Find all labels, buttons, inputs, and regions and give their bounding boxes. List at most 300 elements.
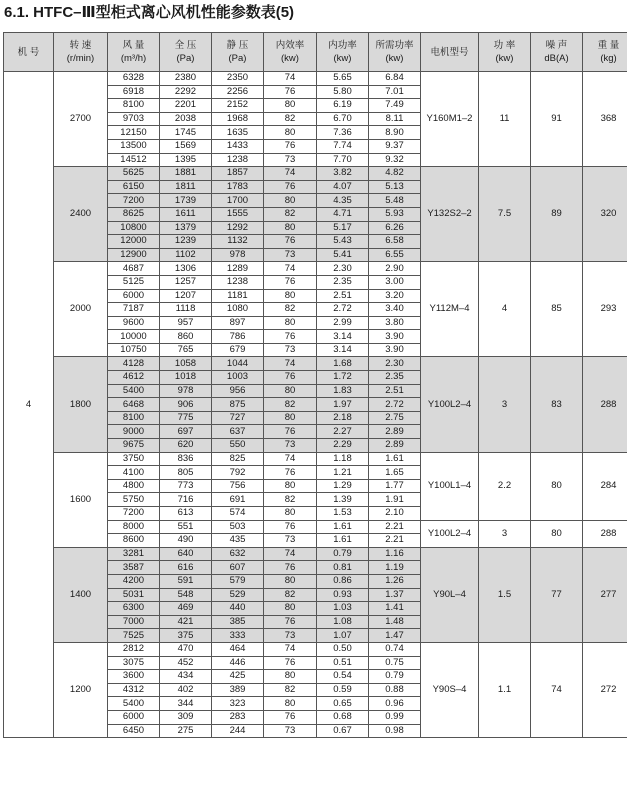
total-pressure-cell: 2380 [160, 72, 212, 86]
efficiency-cell: 76 [264, 520, 317, 534]
static-pressure-cell: 2152 [212, 99, 264, 113]
static-pressure-cell: 574 [212, 507, 264, 521]
column-header-unit: (kw) [385, 53, 404, 64]
airflow-cell: 9703 [108, 112, 160, 126]
static-pressure-cell: 579 [212, 574, 264, 588]
table-row [4, 452, 627, 466]
column-header-unit: (kw) [333, 53, 352, 64]
airflow-cell: 4800 [108, 479, 160, 493]
required-power-cell: 0.75 [369, 656, 421, 670]
noise-cell: 91 [531, 72, 583, 167]
airflow-cell: 8600 [108, 534, 160, 548]
efficiency-cell: 73 [264, 248, 317, 262]
column-header-label: 所需功率 [375, 40, 414, 51]
column-header [479, 33, 531, 72]
airflow-cell: 12900 [108, 248, 160, 262]
internal-power-cell: 4.35 [317, 194, 369, 208]
internal-power-cell: 2.51 [317, 289, 369, 303]
airflow-cell: 6150 [108, 180, 160, 194]
total-pressure-cell: 775 [160, 411, 212, 425]
required-power-cell: 1.77 [369, 479, 421, 493]
required-power-cell: 6.55 [369, 248, 421, 262]
static-pressure-cell: 283 [212, 710, 264, 724]
airflow-cell: 6468 [108, 398, 160, 412]
internal-power-cell: 7.36 [317, 126, 369, 140]
airflow-cell: 9600 [108, 316, 160, 330]
internal-power-cell: 0.81 [317, 561, 369, 575]
airflow-cell: 12000 [108, 235, 160, 249]
static-pressure-cell: 1132 [212, 235, 264, 249]
motor-power-cell: 7.5 [479, 167, 531, 262]
total-pressure-cell: 2038 [160, 112, 212, 126]
motor-power-cell: 11 [479, 72, 531, 167]
internal-power-cell: 0.50 [317, 642, 369, 656]
noise-cell: 89 [531, 167, 583, 262]
required-power-cell: 5.93 [369, 207, 421, 221]
column-header-label: 电机型号 [430, 46, 469, 58]
column-header [54, 33, 108, 72]
internal-power-cell: 0.65 [317, 697, 369, 711]
internal-power-cell: 2.35 [317, 275, 369, 289]
table-row [4, 642, 627, 656]
table-row [4, 72, 627, 86]
total-pressure-cell: 1058 [160, 357, 212, 371]
airflow-cell: 7200 [108, 507, 160, 521]
internal-power-cell: 1.07 [317, 629, 369, 643]
static-pressure-cell: 978 [212, 248, 264, 262]
static-pressure-cell: 385 [212, 615, 264, 629]
airflow-cell: 7200 [108, 194, 160, 208]
column-header-label: 机 号 [17, 46, 40, 58]
airflow-cell: 7000 [108, 615, 160, 629]
internal-power-cell: 1.61 [317, 534, 369, 548]
airflow-cell: 8000 [108, 520, 160, 534]
static-pressure-cell: 691 [212, 493, 264, 507]
efficiency-cell: 76 [264, 710, 317, 724]
column-header-label: 全 压 [174, 40, 197, 51]
airflow-cell: 4200 [108, 574, 160, 588]
internal-power-cell: 1.21 [317, 466, 369, 480]
static-pressure-cell: 440 [212, 602, 264, 616]
speed-cell: 1800 [54, 357, 108, 452]
static-pressure-cell: 756 [212, 479, 264, 493]
airflow-cell: 3075 [108, 656, 160, 670]
efficiency-cell: 74 [264, 72, 317, 86]
required-power-cell: 3.20 [369, 289, 421, 303]
static-pressure-cell: 956 [212, 384, 264, 398]
total-pressure-cell: 1257 [160, 275, 212, 289]
internal-power-cell: 3.14 [317, 330, 369, 344]
airflow-cell: 9000 [108, 425, 160, 439]
internal-power-cell: 6.19 [317, 99, 369, 113]
efficiency-cell: 76 [264, 656, 317, 670]
required-power-cell: 0.88 [369, 683, 421, 697]
internal-power-cell: 1.03 [317, 602, 369, 616]
airflow-cell: 13500 [108, 139, 160, 153]
airflow-cell: 6000 [108, 710, 160, 724]
required-power-cell: 1.65 [369, 466, 421, 480]
column-header-unit: (m³/h) [120, 53, 147, 64]
efficiency-cell: 74 [264, 547, 317, 561]
motor-model-cell: Y90S–4 [421, 642, 479, 737]
weight-cell: 272 [583, 642, 627, 737]
static-pressure-cell: 1238 [212, 275, 264, 289]
static-pressure-cell: 464 [212, 642, 264, 656]
efficiency-cell: 80 [264, 194, 317, 208]
column-header [531, 33, 583, 72]
static-pressure-cell: 1433 [212, 139, 264, 153]
total-pressure-cell: 1395 [160, 153, 212, 167]
motor-model-cell: Y90L–4 [421, 547, 479, 642]
airflow-cell: 3587 [108, 561, 160, 575]
required-power-cell: 2.90 [369, 262, 421, 276]
efficiency-cell: 80 [264, 99, 317, 113]
total-pressure-cell: 620 [160, 439, 212, 453]
total-pressure-cell: 2201 [160, 99, 212, 113]
static-pressure-cell: 825 [212, 452, 264, 466]
airflow-cell: 6300 [108, 602, 160, 616]
internal-power-cell: 0.51 [317, 656, 369, 670]
required-power-cell: 7.01 [369, 85, 421, 99]
internal-power-cell: 1.08 [317, 615, 369, 629]
weight-cell: 284 [583, 452, 627, 520]
static-pressure-cell: 897 [212, 316, 264, 330]
airflow-cell: 5400 [108, 697, 160, 711]
table-row [4, 547, 627, 561]
required-power-cell: 3.90 [369, 343, 421, 357]
airflow-cell: 8100 [108, 99, 160, 113]
required-power-cell: 2.21 [369, 520, 421, 534]
efficiency-cell: 73 [264, 153, 317, 167]
static-pressure-cell: 1857 [212, 167, 264, 181]
internal-power-cell: 5.17 [317, 221, 369, 235]
column-header [4, 33, 54, 72]
required-power-cell: 1.37 [369, 588, 421, 602]
total-pressure-cell: 309 [160, 710, 212, 724]
motor-power-cell: 1.5 [479, 547, 531, 642]
static-pressure-cell: 244 [212, 724, 264, 738]
static-pressure-cell: 786 [212, 330, 264, 344]
efficiency-cell: 80 [264, 289, 317, 303]
efficiency-cell: 80 [264, 670, 317, 684]
total-pressure-cell: 490 [160, 534, 212, 548]
speed-cell: 1400 [54, 547, 108, 642]
total-pressure-cell: 275 [160, 724, 212, 738]
motor-model-cell: Y160M1–2 [421, 72, 479, 167]
required-power-cell: 3.80 [369, 316, 421, 330]
airflow-cell: 6918 [108, 85, 160, 99]
required-power-cell: 1.48 [369, 615, 421, 629]
internal-power-cell: 2.29 [317, 439, 369, 453]
static-pressure-cell: 446 [212, 656, 264, 670]
efficiency-cell: 80 [264, 384, 317, 398]
weight-cell: 288 [583, 520, 627, 547]
airflow-cell: 2812 [108, 642, 160, 656]
efficiency-cell: 80 [264, 602, 317, 616]
internal-power-cell: 1.39 [317, 493, 369, 507]
speed-cell: 1600 [54, 452, 108, 547]
airflow-cell: 10750 [108, 343, 160, 357]
static-pressure-cell: 333 [212, 629, 264, 643]
required-power-cell: 2.35 [369, 371, 421, 385]
required-power-cell: 3.90 [369, 330, 421, 344]
airflow-cell: 4687 [108, 262, 160, 276]
motor-power-cell: 1.1 [479, 642, 531, 737]
total-pressure-cell: 551 [160, 520, 212, 534]
required-power-cell: 2.21 [369, 534, 421, 548]
internal-power-cell: 1.29 [317, 479, 369, 493]
internal-power-cell: 1.97 [317, 398, 369, 412]
table-row [4, 357, 627, 371]
required-power-cell: 0.79 [369, 670, 421, 684]
required-power-cell: 1.16 [369, 547, 421, 561]
column-header-label: 噪 声 [545, 40, 568, 51]
static-pressure-cell: 637 [212, 425, 264, 439]
efficiency-cell: 80 [264, 697, 317, 711]
airflow-cell: 12150 [108, 126, 160, 140]
internal-power-cell: 7.74 [317, 139, 369, 153]
internal-power-cell: 4.07 [317, 180, 369, 194]
internal-power-cell: 5.65 [317, 72, 369, 86]
total-pressure-cell: 613 [160, 507, 212, 521]
airflow-cell: 5625 [108, 167, 160, 181]
page-title: 6.1. HTFC–Ⅲ型柜式离心风机性能参数表(5) [4, 4, 295, 21]
total-pressure-cell: 375 [160, 629, 212, 643]
efficiency-cell: 74 [264, 452, 317, 466]
column-header-unit: dB(A) [544, 53, 569, 64]
total-pressure-cell: 1207 [160, 289, 212, 303]
efficiency-cell: 76 [264, 561, 317, 575]
efficiency-cell: 73 [264, 439, 317, 453]
efficiency-cell: 82 [264, 398, 317, 412]
total-pressure-cell: 697 [160, 425, 212, 439]
motor-model-cell: Y132S2–2 [421, 167, 479, 262]
internal-power-cell: 0.86 [317, 574, 369, 588]
internal-power-cell: 0.67 [317, 724, 369, 738]
weight-cell: 320 [583, 167, 627, 262]
header-row [4, 33, 627, 72]
required-power-cell: 0.98 [369, 724, 421, 738]
airflow-cell: 5125 [108, 275, 160, 289]
static-pressure-cell: 875 [212, 398, 264, 412]
machine-number-cell: 4 [4, 72, 54, 738]
total-pressure-cell: 773 [160, 479, 212, 493]
motor-power-cell: 2.2 [479, 452, 531, 520]
static-pressure-cell: 1044 [212, 357, 264, 371]
column-header-unit: (Pa) [228, 53, 247, 64]
airflow-cell: 5031 [108, 588, 160, 602]
static-pressure-cell: 1700 [212, 194, 264, 208]
column-header-unit: (r/min) [66, 53, 95, 64]
airflow-cell: 7525 [108, 629, 160, 643]
noise-cell: 80 [531, 452, 583, 520]
airflow-cell: 9675 [108, 439, 160, 453]
efficiency-cell: 82 [264, 303, 317, 317]
internal-power-cell: 0.68 [317, 710, 369, 724]
efficiency-cell: 76 [264, 235, 317, 249]
column-header-unit: (Pa) [176, 53, 195, 64]
required-power-cell: 1.19 [369, 561, 421, 575]
efficiency-cell: 74 [264, 642, 317, 656]
required-power-cell: 0.74 [369, 642, 421, 656]
internal-power-cell: 0.79 [317, 547, 369, 561]
total-pressure-cell: 640 [160, 547, 212, 561]
total-pressure-cell: 957 [160, 316, 212, 330]
static-pressure-cell: 1968 [212, 112, 264, 126]
airflow-cell: 3281 [108, 547, 160, 561]
total-pressure-cell: 548 [160, 588, 212, 602]
total-pressure-cell: 906 [160, 398, 212, 412]
required-power-cell: 0.99 [369, 710, 421, 724]
total-pressure-cell: 591 [160, 574, 212, 588]
efficiency-cell: 80 [264, 126, 317, 140]
total-pressure-cell: 470 [160, 642, 212, 656]
required-power-cell: 4.82 [369, 167, 421, 181]
required-power-cell: 2.75 [369, 411, 421, 425]
efficiency-cell: 73 [264, 724, 317, 738]
airflow-cell: 7187 [108, 303, 160, 317]
weight-cell: 288 [583, 357, 627, 452]
required-power-cell: 6.84 [369, 72, 421, 86]
efficiency-cell: 73 [264, 534, 317, 548]
required-power-cell: 9.32 [369, 153, 421, 167]
column-header-label: 内功率 [328, 40, 357, 51]
static-pressure-cell: 1555 [212, 207, 264, 221]
airflow-cell: 4612 [108, 371, 160, 385]
airflow-cell: 4312 [108, 683, 160, 697]
airflow-cell: 6328 [108, 72, 160, 86]
internal-power-cell: 5.41 [317, 248, 369, 262]
column-header [583, 33, 627, 72]
internal-power-cell: 6.70 [317, 112, 369, 126]
speed-cell: 2400 [54, 167, 108, 262]
motor-model-cell: Y100L2–4 [421, 357, 479, 452]
internal-power-cell: 1.68 [317, 357, 369, 371]
total-pressure-cell: 1811 [160, 180, 212, 194]
motor-power-cell: 3 [479, 357, 531, 452]
airflow-cell: 6450 [108, 724, 160, 738]
static-pressure-cell: 1783 [212, 180, 264, 194]
efficiency-cell: 82 [264, 493, 317, 507]
column-header-label: 功 率 [493, 40, 516, 51]
required-power-cell: 6.26 [369, 221, 421, 235]
speed-cell: 1200 [54, 642, 108, 737]
internal-power-cell: 4.71 [317, 207, 369, 221]
internal-power-cell: 3.14 [317, 343, 369, 357]
efficiency-cell: 80 [264, 574, 317, 588]
required-power-cell: 2.30 [369, 357, 421, 371]
table-row [4, 167, 627, 181]
motor-power-cell: 4 [479, 262, 531, 357]
required-power-cell: 6.58 [369, 235, 421, 249]
speed-cell: 2700 [54, 72, 108, 167]
internal-power-cell: 1.61 [317, 520, 369, 534]
required-power-cell: 5.48 [369, 194, 421, 208]
total-pressure-cell: 836 [160, 452, 212, 466]
column-header-label: 静 压 [226, 40, 249, 51]
weight-cell: 277 [583, 547, 627, 642]
required-power-cell: 3.00 [369, 275, 421, 289]
static-pressure-cell: 323 [212, 697, 264, 711]
internal-power-cell: 0.54 [317, 670, 369, 684]
efficiency-cell: 80 [264, 507, 317, 521]
internal-power-cell: 7.70 [317, 153, 369, 167]
required-power-cell: 2.72 [369, 398, 421, 412]
static-pressure-cell: 550 [212, 439, 264, 453]
total-pressure-cell: 1881 [160, 167, 212, 181]
total-pressure-cell: 1569 [160, 139, 212, 153]
weight-cell: 293 [583, 262, 627, 357]
required-power-cell: 0.96 [369, 697, 421, 711]
internal-power-cell: 5.43 [317, 235, 369, 249]
static-pressure-cell: 1003 [212, 371, 264, 385]
total-pressure-cell: 805 [160, 466, 212, 480]
efficiency-cell: 82 [264, 207, 317, 221]
column-header [421, 33, 479, 72]
internal-power-cell: 1.83 [317, 384, 369, 398]
required-power-cell: 1.61 [369, 452, 421, 466]
efficiency-cell: 82 [264, 683, 317, 697]
column-header [317, 33, 369, 72]
static-pressure-cell: 1292 [212, 221, 264, 235]
column-header-label: 重 量 [597, 40, 620, 51]
performance-table [3, 32, 627, 738]
column-header-unit: (kg) [600, 53, 617, 64]
column-header-unit: (kw) [281, 53, 299, 64]
total-pressure-cell: 1102 [160, 248, 212, 262]
total-pressure-cell: 860 [160, 330, 212, 344]
internal-power-cell: 1.53 [317, 507, 369, 521]
required-power-cell: 1.41 [369, 602, 421, 616]
airflow-cell: 10000 [108, 330, 160, 344]
noise-cell: 74 [531, 642, 583, 737]
total-pressure-cell: 1239 [160, 235, 212, 249]
efficiency-cell: 80 [264, 411, 317, 425]
total-pressure-cell: 2292 [160, 85, 212, 99]
static-pressure-cell: 632 [212, 547, 264, 561]
static-pressure-cell: 435 [212, 534, 264, 548]
efficiency-cell: 76 [264, 275, 317, 289]
motor-model-cell: Y100L1–4 [421, 452, 479, 520]
efficiency-cell: 82 [264, 112, 317, 126]
internal-power-cell: 1.72 [317, 371, 369, 385]
motor-model-cell: Y100L2–4 [421, 520, 479, 547]
internal-power-cell: 2.72 [317, 303, 369, 317]
column-header-label: 转 速 [69, 40, 92, 51]
airflow-cell: 5750 [108, 493, 160, 507]
efficiency-cell: 76 [264, 425, 317, 439]
noise-cell: 80 [531, 520, 583, 547]
airflow-cell: 4100 [108, 466, 160, 480]
efficiency-cell: 76 [264, 330, 317, 344]
total-pressure-cell: 1379 [160, 221, 212, 235]
static-pressure-cell: 1289 [212, 262, 264, 276]
required-power-cell: 2.51 [369, 384, 421, 398]
efficiency-cell: 82 [264, 588, 317, 602]
static-pressure-cell: 529 [212, 588, 264, 602]
required-power-cell: 9.37 [369, 139, 421, 153]
motor-model-cell: Y112M–4 [421, 262, 479, 357]
column-header [160, 33, 212, 72]
weight-cell: 368 [583, 72, 627, 167]
total-pressure-cell: 402 [160, 683, 212, 697]
efficiency-cell: 76 [264, 180, 317, 194]
static-pressure-cell: 389 [212, 683, 264, 697]
required-power-cell: 2.10 [369, 507, 421, 521]
airflow-cell: 3750 [108, 452, 160, 466]
static-pressure-cell: 503 [212, 520, 264, 534]
static-pressure-cell: 792 [212, 466, 264, 480]
